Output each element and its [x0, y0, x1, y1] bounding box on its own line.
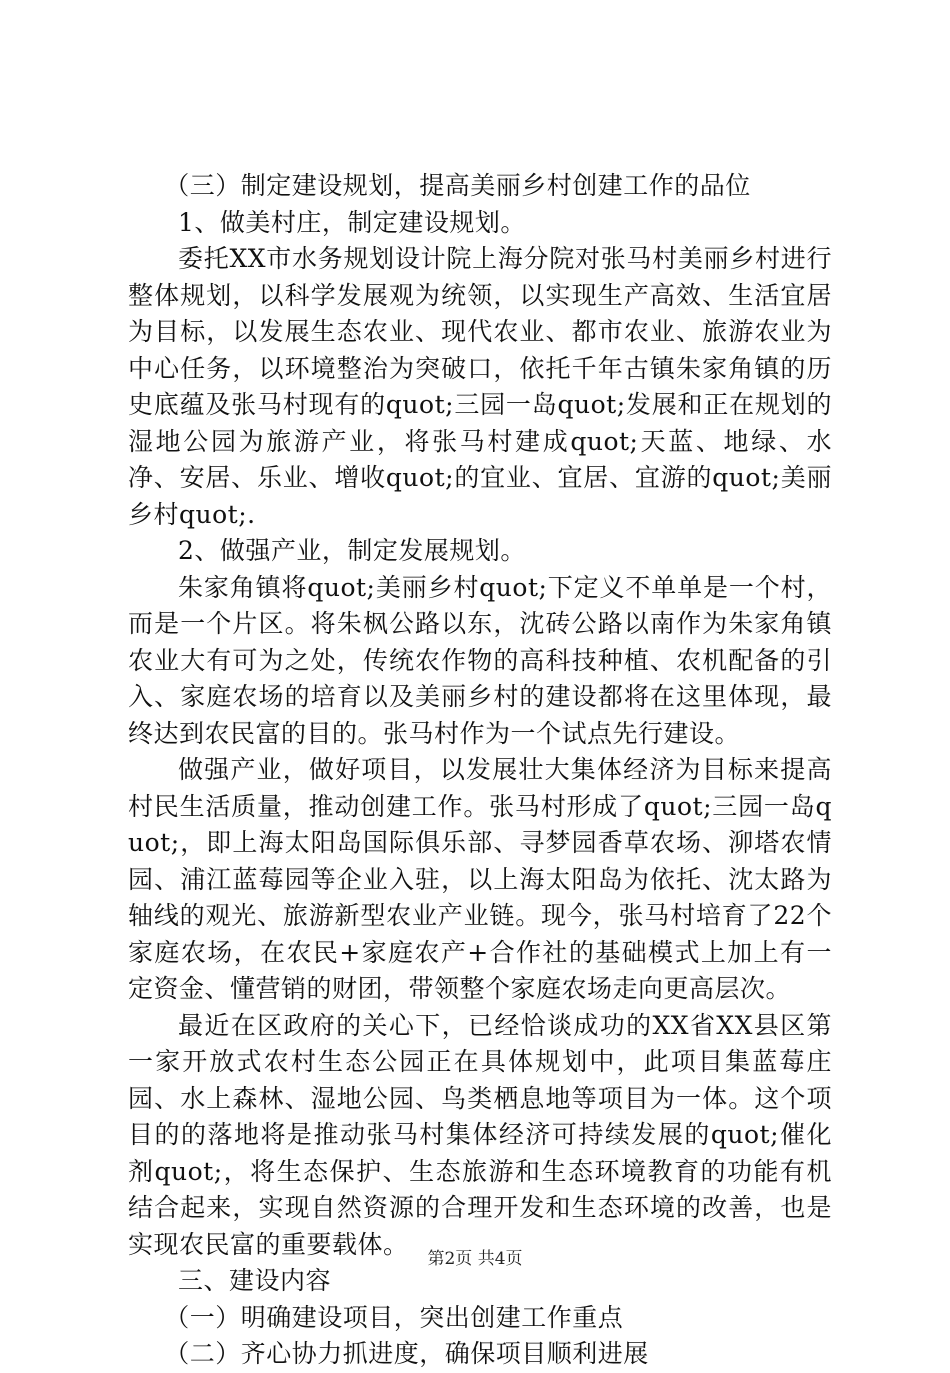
paragraph-industry-projects: 做强产业，做好项目，以发展壮大集体经济为目标来提高村民生活质量，推动创建工作。张马村形成了quot;三园一岛quot;，即上海太阳岛国际俱乐部、寻梦园香草农场、泖塔农情园、浦江蓝莓园等企业入驻，以上海太阳岛为依托、沈太路为轴线的观光、旅游新型农业产业链。现今，张马村培育了22个家庭农场，在农民+家庭农产+合作社的基础模式上加上有一定资金、懂营销的财团，带领整个家庭农场走向更高层次。 [128, 755, 832, 1003]
paragraph-eco-park: 最近在区政府的关心下，已经恰谈成功的XX省XX县区第一家开放式农村生态公园正在具体规划中，此项目集蓝莓庄园、水上森林、湿地公园、鸟类栖息地等项目为一体。这个项目的的落地将是推动张马村集体经济可持续发展的quot;催化剂quot;，将生态保护、生态旅游和生态环境教育的功能有机结合起来，实现自然资源的合理开发和生态环境的改善，也是实现农民富的重要载体。 [128, 1010, 832, 1259]
subsection-heading-progress: （二）齐心协力抓进度，确保项目顺利进展 [164, 1339, 649, 1368]
section-heading-planning: （三）制定建设规划，提高美丽乡村创建工作的品位 [164, 171, 751, 200]
subsection-heading-projects: （一）明确建设项目，突出创建工作重点 [164, 1302, 624, 1332]
paragraph-zhujiajiao-definition: 朱家角镇将quot;美丽乡村quot;下定义不单单是一个村，而是一个片区。将朱枫公路以东，沈砖公路以南作为朱家角镇农业大有可为之处，传统农作物的高科技种植、农机配备的引入、家庭农场的培育以及美丽乡村的建设都将在这里体现，最终达到农民富的目的。张马村作为一个试点先行建设。 [128, 572, 832, 748]
subsection-heading-industry: 2、做强产业，制定发展规划。 [178, 536, 526, 565]
subsection-heading-village: 1、做美村庄，制定建设规划。 [178, 207, 526, 237]
paragraph-village-planning: 委托XX市水务规划设计院上海分院对张马村美丽乡村进行整体规划，以科学发展观为统领，以实现生产高效、生活宜居为目标，以发展生态农业、现代农业、都市农业、旅游农业为中心任务，以环境整治为突破口，依托千年古镇朱家角镇的历史底蕴及张马村现有的quot;三园一岛quot;发展和正在规划的湿地公园为旅游产业，将张马村建成quot;天蓝、地绿、水净、安居、乐业、增收quot;的宜业、宜居、宜游的quot;美丽乡村quot;. [128, 244, 832, 529]
section-heading-content: 三、建设内容 [178, 1266, 332, 1295]
page-number-footer: 第2页 共4页 [427, 1249, 523, 1269]
document-body [128, 168, 832, 1373]
